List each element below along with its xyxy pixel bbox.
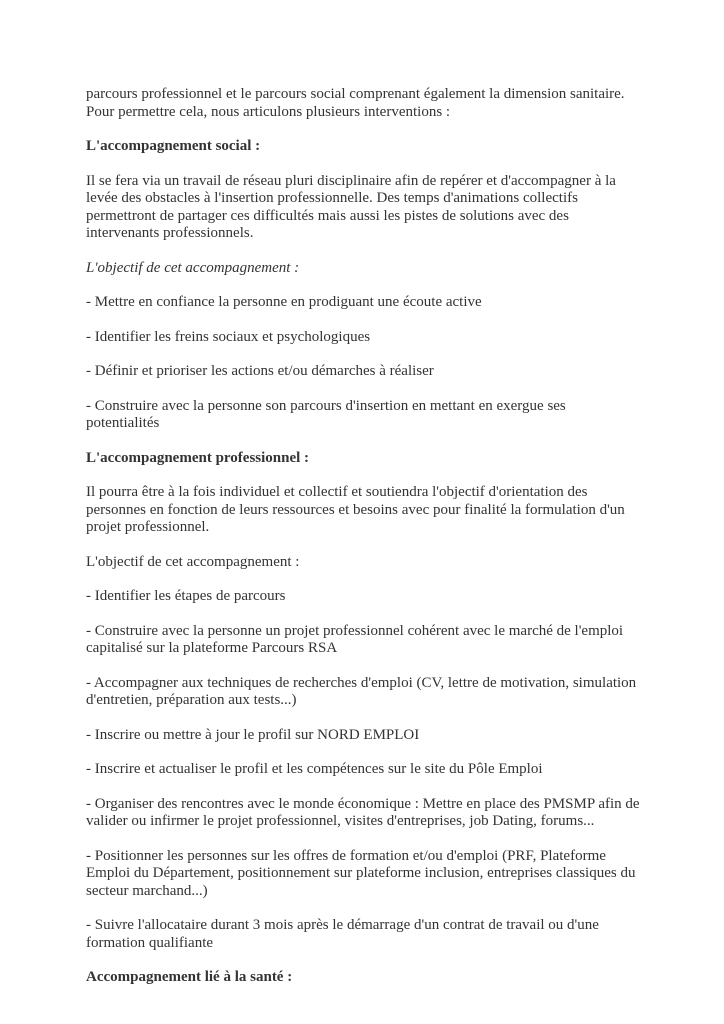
professional-bullet: - Inscrire et actualiser le profil et les compétences sur le site du Pôle Emploi: [86, 761, 543, 777]
social-bullet: - Identifier les freins sociaux et psychologiques: [86, 328, 371, 345]
social-objective-label: L'objectif de cet accompagnement :: [86, 259, 300, 276]
professional-bullet: - Inscrire ou mettre à jour le profil sur NORD EMPLOI: [86, 726, 420, 743]
social-bullet: - Construire avec la personne son parcours d'insertion en mettant en exergue ses potentialités: [86, 397, 566, 431]
professional-bullet: - Suivre l'allocataire durant 3 mois après le démarrage d'un contrat de travail ou d'une formation qualifiante: [86, 917, 599, 951]
professional-bullet: - Accompagner aux techniques de recherches d'emploi (CV, lettre de motivation, simulation d'entretien, préparation aux tests...): [86, 674, 637, 708]
professional-body-paragraph: Il pourra être à la fois individuel et collectif et soutiendra l'objectif d'orientation des personnes en fonction de leurs ressources et besoins avec pour finalité la formulation d'un projet professionnel.: [86, 484, 625, 535]
professional-bullet: - Organiser des rencontres avec le monde économique : Mettre en place des PMSMP afin de valider ou infirmer le projet professionnel, visites d'entreprises, job Dating, forums...: [86, 795, 640, 829]
social-bullet: - Définir et prioriser les actions et/ou démarches à réaliser: [86, 363, 434, 379]
intro-paragraph: parcours professionnel et le parcours social comprenant également la dimension sanitaire. Pour permettre cela, nous articulons plusieurs interventions :: [86, 86, 625, 120]
section-heading-health: Accompagnement lié à la santé :: [86, 969, 293, 985]
section-heading-social: L'accompagnement social :: [86, 138, 261, 154]
social-body-paragraph: Il se fera via un travail de réseau pluri disciplinaire afin de repérer et d'accompagner à la levée des obstacles à l'insertion professionnelle. Des temps d'animations collectifs permettront de partager ces difficultés mais aussi les pistes de solutions avec des intervenants professionnels.: [86, 172, 616, 241]
document-body: [86, 86, 640, 987]
social-bullet: - Mettre en confiance la personne en prodiguant une écoute active: [86, 294, 482, 310]
professional-bullet: - Construire avec la personne un projet professionnel cohérent avec le marché de l'emploi capitalisé sur la plateforme Parcours RSA: [86, 622, 624, 656]
professional-objective-label: L'objectif de cet accompagnement :: [86, 553, 300, 570]
professional-bullet: - Identifier les étapes de parcours: [86, 588, 286, 604]
professional-bullet: - Positionner les personnes sur les offres de formation et/ou d'emploi (PRF, Plateforme Emploi du Département, positionnement sur plateforme inclusion, entreprises classiques du secteur marchand...): [86, 847, 636, 899]
section-heading-professional: L'accompagnement professionnel :: [86, 449, 310, 466]
